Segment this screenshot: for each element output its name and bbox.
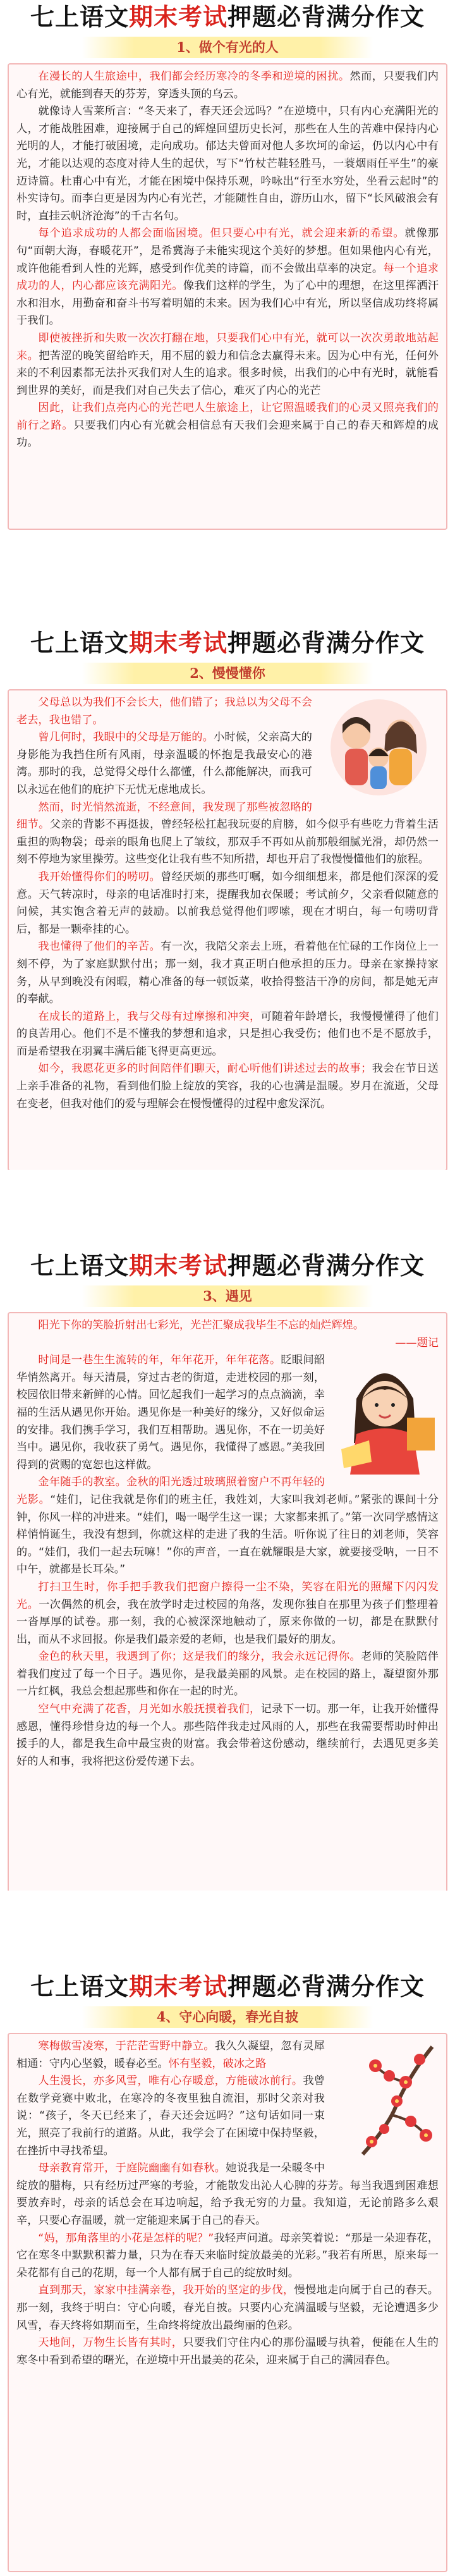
essay-box — [8, 1312, 447, 1891]
section-title: 七上语文期末考试押题必背满分作文 — [30, 629, 425, 657]
essay-section-4 — [0, 1970, 455, 2576]
section-subtitle: 2、慢慢懂你 — [82, 663, 373, 684]
essay-box — [8, 63, 447, 530]
sentence: 慢慢地走向属于自己的春天。那一刻，我终于明白：守心向暖，春光自披。只要内心充满温暖与坚毅，无论遭遇多少风雪，春天终将如期而至，生命终将绽放出最绚丽的色彩。 — [16, 2284, 439, 2332]
essay-paragraph — [16, 1474, 439, 1579]
highlighted-sentence: 如今，我愿花更多的时间陪伴们聊天，耐心听他们讲述过去的故事； — [38, 1062, 372, 1076]
highlighted-sentence: 在成长的道路上，我与父母有过摩擦和冲突， — [38, 1010, 261, 1023]
highlighted-sentence: 直到那天，家家中挂满亲卷，我开始的坚定的步伐， — [38, 2284, 294, 2297]
highlighted-sentence: 我也懂得了他们的辛苦。 — [38, 940, 161, 954]
highlighted-sentence: 因此，让我们点亮内心的光芒吧人生旅途上，让它照温暖我们的心灵又照亮我们的前行之路。 — [16, 402, 439, 432]
essay-paragraph — [16, 68, 439, 103]
plum-blossom-illustration — [331, 2040, 439, 2163]
essay-paragraph — [16, 1579, 439, 1648]
essay-paragraph — [16, 400, 439, 452]
highlighted-sentence: 曾几何时，我眼中的父母是万能的。 — [38, 731, 214, 744]
family-illustration — [318, 697, 439, 800]
essay-paragraph — [16, 103, 439, 225]
sentence: 曾经厌烦的那些叮嘱，如今细细想来，都是他们深深的爱意。天气转凉时，母亲的电话准时打来，提醒我加衣保暖；考试前夕，父亲看似随意的问候，其实饱含着无声的鼓励。以前我总觉得他们啰嗦，现在才明白，每一句唠叨背后，都是一颗牵挂的心。 — [16, 870, 439, 936]
sentence: 一次偶然的机会，我在放学时走过校园的角落，发现你独自在那里为孩子们整理着一沓厚厚的试卷。那一刻，我的心被深深地触动了，原来你做的一切，都是在默默付出，而从不求回报。你是我们最亲爱的老师，也是我们最好的朋友。 — [16, 1598, 439, 1646]
epigraph: 阳光下你的笑脸折射出七彩光，光芒汇聚成我毕生不忘的灿烂辉煌。 — [38, 1319, 365, 1332]
highlighted-sentence: 母亲教育常开，于庭院幽幽有如春秋。 — [38, 2162, 226, 2175]
sentence: 有一次，我陪父亲去上班，看着他在忙碌的工作岗位上一刻不停，为了家庭默默付出；那一刻，我才真正明白他承担的压力。母亲在家操持家务，从早到晚没有闲暇，精心准备的每一顿饭菜，收拾得整洁干净的房间，都是她无声的奉献。 — [16, 940, 439, 1006]
essay-section-2 — [0, 626, 455, 1170]
highlighted-sentence: 金色的秋天里，我遇到了你；这是我们的缘分，我会永远记得你。 — [38, 1650, 361, 1664]
section-subtitle: 1、做个有光的人 — [82, 37, 373, 58]
essay-paragraph — [16, 938, 439, 1008]
sentence: “娃们，记住我就是你们的班主任，我姓刘，大家叫我刘老师。”紧张的课间十分钟，你风一样的冲进来。“娃们，喝一喝学生这一课；大家都来抓了。”第一次同学感情这样悄悄诞生，我没有想到，你就这样的走进了我的生活。听你说了往日的刘老师，笑容的。“娃们，我们一起去玩嘛！”你的声音，一直在就耀眼是大家，就要接受呐，一日不中午，就都是长耳朵。” — [16, 1493, 439, 1576]
highlighted-sentence: 每一个追求成功的人，内心都应该充满阳光。 — [16, 262, 439, 293]
sentence: 只要我们守住内心的那份温暖与执着，便能在人生的寒冬中看到希望的曙光，在逆境中开出最美的花朵，迎来属于自己的满园春色。 — [16, 2336, 439, 2367]
essay-paragraph — [16, 799, 439, 869]
highlighted-sentence: 怀有坚毅，破冰之路 — [168, 2057, 267, 2070]
sentence: 我会在节日送上亲手准备的礼物，看到他们脸上绽放的笑容，我的心也满是温暖。岁月在流逝，父母在变老，但我对他们的爱与理解会在慢慢懂得的过程中愈发深沉。 — [16, 1062, 439, 1110]
essay-paragraph — [16, 1009, 439, 1061]
highlighted-sentence: 人生漫长，亦多风雪，唯有心存暖意，方能破冰前行。 — [38, 2075, 303, 2088]
sentence: 我久久凝望，忽有灵犀相通：守内心坚毅，暖春必至。 — [16, 2040, 325, 2070]
essay-paragraph — [16, 2282, 439, 2334]
highlighted-sentence: 寒梅傲雪凌寒，于茫茫雪野中静立。 — [38, 2040, 215, 2052]
highlighted-sentence: 在漫长的人生旅途中，我们都会经历寒冷的冬季和逆境的困扰。 — [38, 70, 350, 83]
highlighted-sentence: 时间是一巷生生流转的年，年年花开，年年花落。 — [38, 1354, 281, 1367]
essay-box — [8, 689, 447, 1170]
sentence: 像我们这样的学生，为了心中的理想，在这里挥洒汗水和泪水，用勤奋和奋斗书写着明媚的未来。因为我们心中有光，所以坚信成功终将属于我们。 — [16, 279, 439, 328]
highlighted-sentence: 天地间，万物生长皆有其时， — [38, 2336, 183, 2350]
section-title: 七上语文期末考试押题必背满分作文 — [30, 1972, 425, 2001]
highlighted-sentence: 每个追求成功的人都会面临困境。 — [38, 227, 210, 240]
sentence: 可随着年龄增长，我慢慢懂得了他们的良苦用心。他们不是不懂我的梦想和追求，只是担心我受伤；他们也不是不愿放手，而是希望我在羽翼丰满后能飞得更高更远。 — [16, 1010, 439, 1058]
essay-paragraph — [16, 1648, 439, 1701]
sentence: 然而，只要我们内心有光，就能到春天的芬芳，穿透头顶的乌云。 — [16, 70, 439, 101]
highlighted-sentence: “妈，那角落里的小花是怎样的呢？” — [38, 2231, 214, 2245]
section-title: 七上语文期末考试押题必背满分作文 — [30, 1251, 425, 1280]
sentence: 我曾在数学竞赛中败北，在寒冷的冬夜里独自流泪，那时父亲对我说：“孩子，冬天已经来了，春天还会远吗？”这句话如同一束光，照亮了我前行的道路。从此，我学会了在困境中保持坚毅，在挫折中寻找希望。 — [16, 2075, 325, 2157]
essay-paragraph — [16, 1701, 439, 1770]
sentence: 我轻声问道。母亲笑着说：“那是一朵迎春花，它在寒冬中默默积蓄力量，只为在春天来临时绽放最美的光彩。”我若有所思，原来每一朵花都有自己的花期，每一个人都有属于自己的绽放时刻。 — [16, 2231, 439, 2279]
sentence: 把苦涩的晚笑留给昨天，用不屈的毅力和信念去赢得未来。因为心中有光，任何外来的不利因素都无法扑灭我们对人生的追求。很多时候，出我们的心中有光时，就能看到世界的美好，而是我们对自己失去了信心，难灭了内心的光芒 — [16, 349, 439, 397]
essay-paragraph — [16, 2230, 439, 2283]
essay-body — [16, 68, 439, 452]
sentence: 老师的笑脸陪伴着我们度过了每一个日子。遇见你，是我最美丽的风景。走在校园的路上，凝望窗外那一片红枫，我总会想起那些和你在一起的时光。 — [16, 1650, 439, 1698]
section-subtitle: 4、守心向暖，春光自披 — [82, 2006, 373, 2028]
essay-paragraph — [16, 225, 439, 330]
section-title: 七上语文期末考试押题必背满分作文 — [30, 3, 425, 31]
sentence: 小时候，父亲高大的身影能为我挡住所有风雨，母亲温暖的怀抱是我最安心的港湾。那时的我，总觉得父母什么都懂，什么都能解决，而我可以永远在他们的庇护下无忧无虑地成长。 — [16, 731, 312, 796]
sentence: 只要我们内心有光就会相信总有天我们会迎来属于自己的春天和辉煌的成功。 — [16, 419, 439, 450]
essay-box — [8, 2033, 447, 2572]
essay-paragraph — [16, 330, 439, 400]
sentence: 眨眼间韶华悄然离开。每天清晨，穿过古老的街道，走进校园的那一刻，校园依旧带来新鲜的心情。回忆起我们一起学习的点点滴滴，幸福的生活从遇见你开始。遇见你是一种美好的缘分，又好似命运的安排。我们携手学习，我们互相帮助。遇见你，不在一切美好当中。遇见你，我收获了勇气。遇见你，我懂得了感恩。”美我回得到的赏赐的宽恕也这样做。 — [16, 1354, 325, 1471]
essay-paragraph — [16, 869, 439, 938]
highlighted-sentence: 父母总以为我们不会长大，他们错了；我总以为父母不会老去，我也错了。 — [16, 696, 312, 727]
essay-paragraph — [16, 2334, 439, 2369]
sentence: 记录下一切。那一年，让我开始懂得感恩，懂得珍惜身边的每一个人。那些陪伴我走过风雨的人，那些在我需要帮助时伸出援手的人，都是我生命中最宝贵的财富。我会带着这份感动，继续前行，去遇见更多美好的人和事，我将把这份爱传递下去。 — [16, 1703, 439, 1768]
highlighted-sentence: 空气中充满了花香，月光如水般抚摸着我们， — [38, 1703, 261, 1716]
epigraph-source: ——题记 — [395, 1336, 439, 1349]
essay-section-3 — [0, 1249, 455, 1891]
highlighted-sentence: 打扫卫生时，你手把手教我们把窗户擦得一尘不染，笑容在阳光的照耀下闪闪发光。 — [16, 1580, 439, 1611]
sentence: 就像诗人雪莱所言：“冬天来了，春天还会远吗？”在逆境中，只有内心充满阳光的人，才能战胜困难，迎接属于自己的辉煌回望历史长河，那些在人生的苦难中保持内心光明的人，才能打破困境，走向成功。郁达夫曾面对他人多坎坷的命运，仍以内心中有光，才能以达观的态度对待人生的起伏，写下“竹杖芒鞋轻胜马，一蓑烟雨任平生”的豪迈诗篇。杜甫心中有光，才能在困境中保持乐观，吟咏出“行至水穷处，坐看云起时”的朴实诗句。而李白更是因为内心有光芒，才能随性自由，游历山水，留下“长风破浪会有时，直挂云帆济沧海”的千古名句。 — [16, 105, 439, 223]
highlighted-sentence: 即使被挫折和失败一次次打翻在地，只要我们心中有光，就可以一次次勇敢地站起来。 — [16, 331, 439, 362]
essay-paragraph — [16, 2160, 439, 2229]
highlighted-sentence: 金年随手的教室。金秋的阳光透过玻璃照着窗户不再年轻的光影。 — [16, 1476, 325, 1506]
section-subtitle: 3、遇见 — [82, 1285, 373, 1307]
essay-section-1 — [0, 0, 455, 537]
highlighted-sentence: 我开始懂得你们的唠叨。 — [38, 870, 161, 883]
sentence: 父亲的背影不再挺拔，曾经轻松扛起我玩耍的肩膀，如今似乎有些吃力背着生活重担的购物袋；母亲的眼角也爬上了皱纹，那双手不再如从前那般细腻光滑，却仍然一刻不停地为家里操劳。这些变化让我有些不知所措，却也开启了我慢慢懂他们的旅程。 — [16, 818, 439, 866]
essay-paragraph — [16, 1060, 439, 1113]
highlighted-sentence: 然而，时光悄然流逝，不经意间，我发现了那些被忽略的细节。 — [16, 800, 312, 831]
sentence: 她说我是一朵暖冬中绽放的腊梅，只有经历过严寒的考验，才能散发出沁人心脾的芬芳。每当我遇到困难想要放弃时，母亲的话总会在耳边响起，给予我无穷的力量。我知道，无论前路多么艰辛，只要心存温暖，就一定能迎来属于自己的春天。 — [16, 2162, 439, 2227]
sentence: 就像那句“面朝大海，春暖花开”，是希冀海子未能实现这个美好的梦想。但如果他内心有光，或许他能看到人性的光辉，感受到作优美的诗篇，而不会做出草率的决定。 — [16, 227, 439, 275]
teacher-illustration — [331, 1354, 439, 1477]
highlighted-sentence: 但只要心中有光，就会迎来新的希望。 — [210, 227, 405, 240]
